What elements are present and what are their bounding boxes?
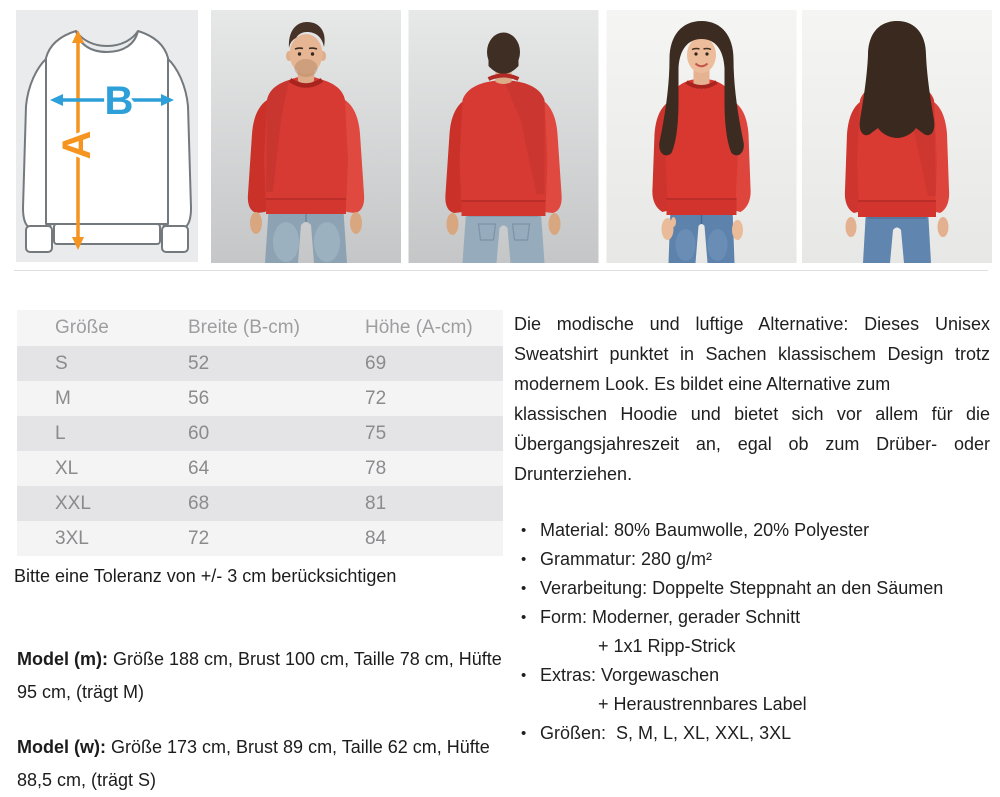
table-row	[17, 521, 503, 556]
female-model-back-photo	[802, 10, 992, 263]
size-table-header-row	[17, 310, 503, 346]
table-cell: L	[55, 422, 66, 444]
feature-text: Größen: S, M, L, XL, XXL, 3XL	[540, 723, 792, 743]
sweatshirt-measurement-diagram-icon	[16, 10, 198, 262]
tolerance-note: Bitte eine Toleranz von +/- 3 cm berücksichtigen	[14, 566, 397, 586]
feature-text: Material: 80% Baumwolle, 20% Polyester	[540, 520, 870, 540]
thumbnail-size-diagram[interactable]	[16, 10, 198, 262]
feature-text: + Heraustrennbares Label	[598, 694, 807, 714]
feature-item	[514, 661, 990, 690]
table-cell: 52	[188, 352, 210, 374]
width-label-b: B	[104, 79, 134, 123]
description-line: Übergangsjahreszeit an, egal ob zum Drüber- oder	[514, 434, 990, 454]
model-w-info	[17, 731, 517, 797]
table-row	[17, 416, 503, 451]
table-cell: 3XL	[55, 527, 89, 549]
table-cell: 81	[365, 492, 387, 514]
feature-item	[514, 516, 990, 545]
product-description	[514, 309, 990, 489]
thumbnail-female-model-front[interactable]	[606, 10, 797, 263]
description-line: Sweatshirt punktet in Sachen klassischem Design trotz	[514, 344, 990, 364]
table-cell: 56	[188, 387, 210, 409]
thumbnail-male-model-front[interactable]	[211, 10, 401, 263]
table-cell: 60	[188, 422, 210, 444]
feature-text: Form: Moderner, gerader Schnitt	[540, 607, 801, 627]
feature-item	[514, 719, 990, 748]
size-table	[17, 310, 503, 556]
height-label-a: A	[55, 130, 99, 160]
feature-text: Extras: Vorgewaschen	[540, 665, 720, 685]
female-model-front-photo	[606, 10, 797, 263]
feature-item	[514, 545, 990, 574]
table-cell: 64	[188, 457, 210, 479]
feature-item	[514, 574, 990, 603]
description-line: modernem Look. Es bildet eine Alternative zum	[514, 374, 891, 394]
feature-list	[514, 516, 990, 748]
table-row	[17, 381, 503, 416]
gallery-divider	[14, 270, 988, 271]
description-line: klassischen Hoodie und bietet sich vor allem für die	[514, 404, 990, 424]
feature-text: Verarbeitung: Doppelte Steppnaht an den Säumen	[540, 578, 944, 598]
table-cell: S	[55, 352, 68, 374]
feature-item	[514, 603, 990, 632]
feature-text: + 1x1 Ripp-Strick	[598, 636, 736, 656]
model-w-label: Model (w):	[17, 737, 106, 757]
table-cell: 68	[188, 492, 210, 514]
table-cell: XL	[55, 457, 79, 479]
model-m-text: Größe 188 cm, Brust 100 cm, Taille 78 cm, Hüfte 95 cm, (trägt M)	[17, 649, 502, 702]
product-description-column	[514, 309, 990, 748]
model-m-info	[17, 643, 517, 709]
table-cell: 75	[365, 422, 387, 444]
table-cell: 72	[188, 527, 210, 549]
feature-item-continuation	[514, 632, 990, 661]
feature-text: Grammatur: 280 g/m²	[540, 549, 713, 569]
feature-item-continuation	[514, 690, 990, 719]
model-w-text: Größe 173 cm, Brust 89 cm, Taille 62 cm, Hüfte 88,5 cm, (trägt S)	[17, 737, 490, 790]
table-cell: 78	[365, 457, 387, 479]
table-row	[17, 346, 503, 381]
table-cell: 69	[365, 352, 387, 374]
table-row	[17, 451, 503, 486]
model-m-label: Model (m):	[17, 649, 108, 669]
thumbnail-female-model-back[interactable]	[802, 10, 992, 263]
size-table-header-width: Breite (B-cm)	[188, 317, 300, 338]
table-cell: XXL	[55, 492, 91, 514]
table-row	[17, 486, 503, 521]
thumbnail-male-model-back[interactable]	[408, 10, 599, 263]
table-cell: 72	[365, 387, 387, 409]
male-model-front-photo	[211, 10, 401, 263]
sweatshirt-outline-icon	[23, 31, 191, 252]
size-table-header-height: Höhe (A-cm)	[365, 317, 473, 338]
table-cell: M	[55, 387, 71, 409]
description-line: Die modische und luftige Alternative: Dieses Unisex	[514, 314, 990, 334]
table-cell: 84	[365, 527, 387, 549]
male-model-back-photo	[408, 10, 599, 263]
size-table-header-size: Größe	[55, 317, 109, 338]
description-line: Drunterziehen.	[514, 464, 633, 484]
